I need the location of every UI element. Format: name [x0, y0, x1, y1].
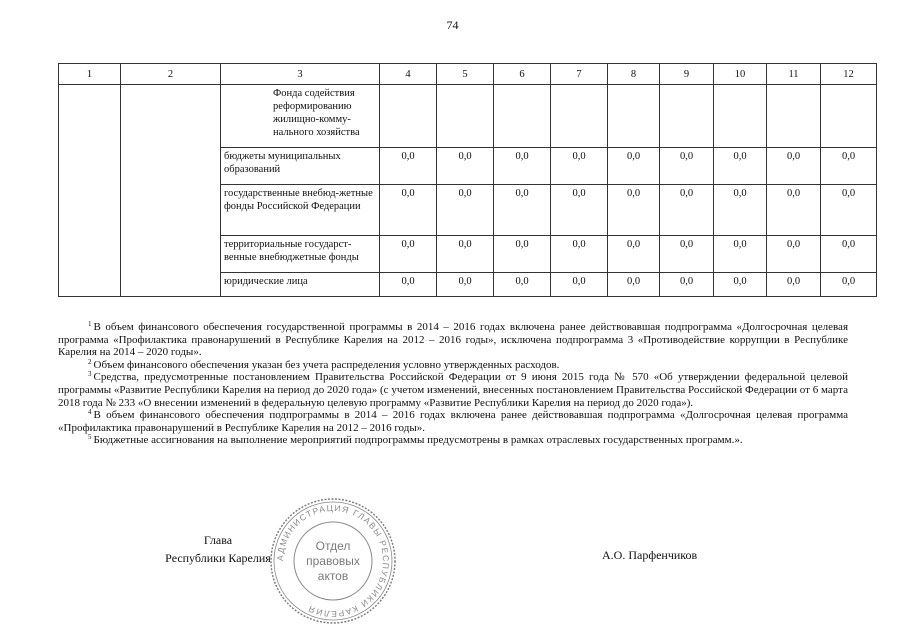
table-cell: 0,0: [551, 185, 608, 236]
table-cell: 0,0: [714, 185, 767, 236]
table-cell: 0,0: [437, 185, 494, 236]
signatory-name: А.О. Парфенчиков: [602, 548, 698, 562]
footnote-text: Бюджетные ассигнования на выполнение мероприятий подпрограммы предусмотрены в рамках отраслевых государственных программ.».: [93, 434, 743, 447]
table-cell: 0,0: [767, 148, 821, 185]
footnote-text: В объем финансового обеспечения подпрограммы в 2014 – 2016 годах включена ранее действовавшая подпрограмма «Долгосрочная целевая программа «Профилактика правонарушений в Республике Карелия на 2012 – 2016 годы».: [58, 409, 848, 434]
table-cell: 0,0: [821, 148, 877, 185]
table-cell: 0,0: [494, 236, 551, 273]
column-number-row: [59, 64, 877, 85]
table-cell: 0,0: [714, 273, 767, 297]
table-cell: [714, 85, 767, 148]
column-header: 8: [608, 64, 660, 85]
column-header: 10: [714, 64, 767, 85]
column-header: 12: [821, 64, 877, 85]
row-label: бюджеты муниципальных образований: [221, 148, 380, 185]
table-cell: 0,0: [714, 148, 767, 185]
table-cell: 0,0: [660, 185, 714, 236]
stamp-ring-text: АДМИНИСТРАЦИЯ ГЛАВЫ РЕСПУБЛИКИ КАРЕЛИЯ: [274, 502, 392, 620]
table-cell: 0,0: [821, 236, 877, 273]
table-cell: 0,0: [380, 236, 437, 273]
table-cell: 0,0: [551, 236, 608, 273]
column-header: 6: [494, 64, 551, 85]
footnote-mark: 1: [88, 320, 92, 328]
table-cell: 0,0: [494, 273, 551, 297]
empty-cell-col2: [121, 85, 221, 297]
footnote: [58, 371, 848, 409]
table-cell: 0,0: [767, 236, 821, 273]
row-label: Фонда содействия реформированию жилищно-комму-нального хозяйства: [221, 85, 380, 148]
table-cell: 0,0: [660, 236, 714, 273]
column-header: 11: [767, 64, 821, 85]
footnote-mark: 4: [88, 408, 92, 417]
table-cell: [767, 85, 821, 148]
footnote-mark: 5: [88, 433, 92, 442]
table-row: [59, 85, 877, 148]
table-cell: 0,0: [437, 273, 494, 297]
footnote: [58, 359, 848, 372]
signatory-title-line: Глава: [203, 533, 233, 547]
footnote-text: Объем финансового обеспечения указан без учета распределения условно утвержденных расходов.: [93, 358, 560, 371]
table-cell: 0,0: [608, 148, 660, 185]
table-cell: 0,0: [551, 148, 608, 185]
table-cell: [821, 85, 877, 148]
column-header: 7: [551, 64, 608, 85]
footnote-text: В объем финансового обеспечения государственной программы в 2014 – 2016 годах включена ранее действовавшая подпрограмма «Долгосрочная целевая программа «Профилактика правонарушений в Республике Карелия на 2012 – 2016 годы», исключена подпрограмма 3 «Противодействие коррупции в Республике Карелия на 2014 – 2020 годы».: [58, 321, 848, 359]
table-cell: [608, 85, 660, 148]
stamp-text-line: Отдел: [315, 539, 351, 553]
table-cell: 0,0: [821, 185, 877, 236]
column-header: 4: [380, 64, 437, 85]
footnote: [58, 434, 848, 447]
table-cell: 0,0: [494, 185, 551, 236]
table-cell: 0,0: [821, 273, 877, 297]
table-cell: [551, 85, 608, 148]
table-cell: 0,0: [380, 185, 437, 236]
column-header: 1: [59, 64, 121, 85]
column-header: 3: [221, 64, 380, 85]
column-header: 2: [121, 64, 221, 85]
table-cell: 0,0: [608, 236, 660, 273]
table-cell: 0,0: [437, 148, 494, 185]
footnotes: [58, 321, 848, 447]
table-cell: 0,0: [608, 185, 660, 236]
column-header: 9: [660, 64, 714, 85]
table-cell: 0,0: [437, 236, 494, 273]
table-cell: 0,0: [660, 148, 714, 185]
table-cell: [437, 85, 494, 148]
footnote-mark: 2: [88, 357, 92, 366]
stamp-text-line: актов: [317, 569, 349, 583]
table-cell: 0,0: [551, 273, 608, 297]
table-cell: 0,0: [714, 236, 767, 273]
empty-cell-col1: [59, 85, 121, 297]
footnote: [58, 409, 848, 434]
row-label: государственные внебюд-жетные фонды Российской Федерации: [221, 185, 380, 236]
row-label: территориальные государст-венные внебюджетные фонды: [221, 236, 380, 273]
signatory-title: [148, 531, 288, 567]
table-cell: 0,0: [380, 273, 437, 297]
row-label: юридические лица: [221, 273, 380, 297]
stamp-text-line: правовых: [306, 554, 360, 568]
table-cell: 0,0: [767, 273, 821, 297]
table-cell: [660, 85, 714, 148]
table-cell: 0,0: [494, 148, 551, 185]
footnote-text: Средства, предусмотренные постановлением Правительства Российской Федерации от 9 июня 2015 года № 570 «Об утверждении федеральной целевой программы «Развитие Республики Карелия на период до 2020 года» (с учетом изменений, внесенных постановлением Правительства Российской Федерации от 6 марта 2018 года № 233 «О внесении изменений в федеральную целевую программу «Развитие Республики Карелия на период до 2020 года»).: [58, 371, 848, 409]
page-number: 74: [446, 18, 459, 32]
table-cell: 0,0: [380, 148, 437, 185]
table-cell: 0,0: [660, 273, 714, 297]
official-stamp: [268, 496, 398, 626]
table-cell: 0,0: [767, 185, 821, 236]
column-header: 5: [437, 64, 494, 85]
table-cell: 0,0: [608, 273, 660, 297]
financing-table: [58, 63, 877, 297]
signatory-title-line: Республики Карелия: [165, 551, 271, 565]
footnote: [58, 321, 848, 359]
table-cell: [380, 85, 437, 148]
footnote-mark: 3: [88, 370, 92, 379]
table-cell: [494, 85, 551, 148]
